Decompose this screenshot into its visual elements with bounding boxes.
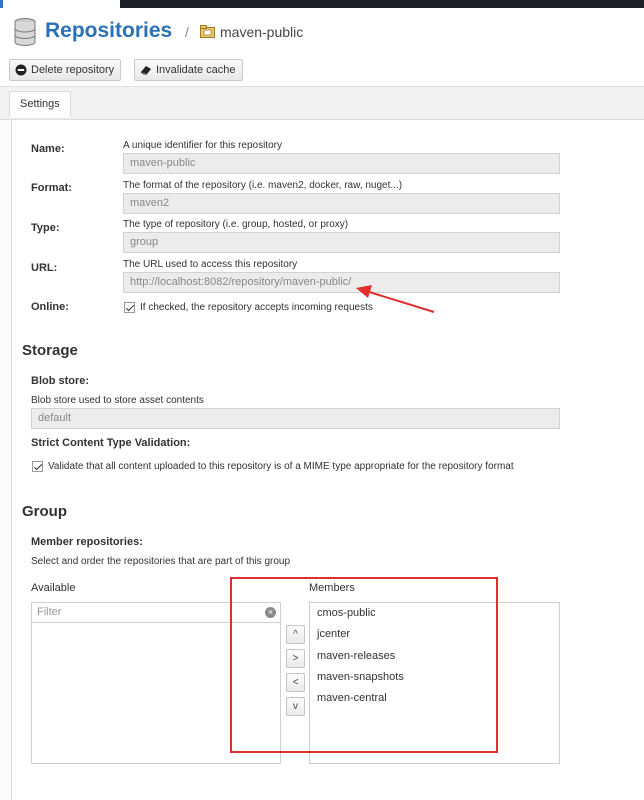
tab-bar	[0, 86, 644, 120]
list-item[interactable]: maven-snapshots	[317, 671, 404, 683]
list-item[interactable]: jcenter	[317, 628, 351, 640]
annotation-arrow-icon	[350, 282, 440, 318]
minus-circle-icon	[15, 64, 27, 76]
strict-validation-text: Validate that all content uploaded to this repository is of a MIME type appropriate for the repository format	[48, 461, 514, 472]
move-down-button[interactable]: v	[286, 697, 305, 716]
storage-heading: Storage	[22, 342, 78, 359]
name-field[interactable]: maven-public	[123, 153, 560, 174]
left-gutter	[0, 120, 12, 800]
blob-store-field[interactable]: default	[31, 408, 560, 429]
tab-settings[interactable]: Settings	[9, 91, 71, 117]
repository-icon	[200, 25, 215, 38]
list-item[interactable]: maven-releases	[317, 650, 396, 662]
members-title: Members	[309, 582, 355, 594]
list-item[interactable]: maven-central	[317, 692, 387, 704]
blob-store-help: Blob store used to store asset contents	[31, 395, 204, 406]
group-heading: Group	[22, 503, 67, 520]
online-checkbox[interactable]	[124, 302, 135, 313]
delete-repository-button[interactable]	[9, 59, 121, 81]
member-repositories-label: Member repositories:	[31, 536, 143, 548]
page-title[interactable]: Repositories	[45, 19, 173, 42]
strict-validation-checkbox[interactable]	[32, 461, 43, 472]
delete-repository-label: Delete repository	[31, 64, 115, 76]
format-help: The format of the repository (i.e. maven2, docker, raw, nuget...)	[123, 180, 403, 191]
move-up-button[interactable]: ^	[286, 625, 305, 644]
members-list[interactable]	[309, 602, 560, 764]
toolbar	[0, 56, 644, 86]
member-repositories-help: Select and order the repositories that are part of this group	[31, 556, 291, 567]
name-label: Name:	[31, 143, 65, 155]
list-item[interactable]: cmos-public	[317, 607, 376, 619]
filter-input[interactable]: Filter	[31, 602, 281, 623]
online-checkbox-text: If checked, the repository accepts incoming requests	[140, 302, 373, 313]
type-help: The type of repository (i.e. group, hosted, or proxy)	[123, 219, 349, 230]
add-member-button[interactable]: >	[286, 649, 305, 668]
type-label: Type:	[31, 222, 60, 234]
blob-store-label: Blob store:	[31, 375, 90, 387]
available-list[interactable]	[31, 622, 281, 764]
format-label: Format:	[31, 182, 72, 194]
available-title: Available	[31, 582, 76, 594]
invalidate-cache-button[interactable]	[134, 59, 243, 81]
url-help: The URL used to access this repository	[123, 259, 298, 270]
name-help: A unique identifier for this repository	[123, 140, 282, 151]
eraser-icon	[140, 64, 152, 76]
top-app-bar	[0, 0, 644, 8]
page-header	[0, 8, 644, 58]
database-icon	[14, 18, 36, 46]
strict-validation-label: Strict Content Type Validation:	[31, 437, 191, 449]
invalidate-cache-label: Invalidate cache	[156, 64, 236, 76]
url-field[interactable]: http://localhost:8082/repository/maven-public/	[123, 272, 560, 293]
clear-filter-icon[interactable]: ×	[265, 607, 276, 618]
url-label: URL:	[31, 262, 58, 274]
breadcrumb-separator: /	[185, 24, 189, 40]
online-label: Online:	[31, 301, 69, 313]
breadcrumb-repo-name: maven-public	[220, 24, 304, 40]
type-field[interactable]: group	[123, 232, 560, 253]
format-field[interactable]: maven2	[123, 193, 560, 214]
remove-member-button[interactable]: <	[286, 673, 305, 692]
